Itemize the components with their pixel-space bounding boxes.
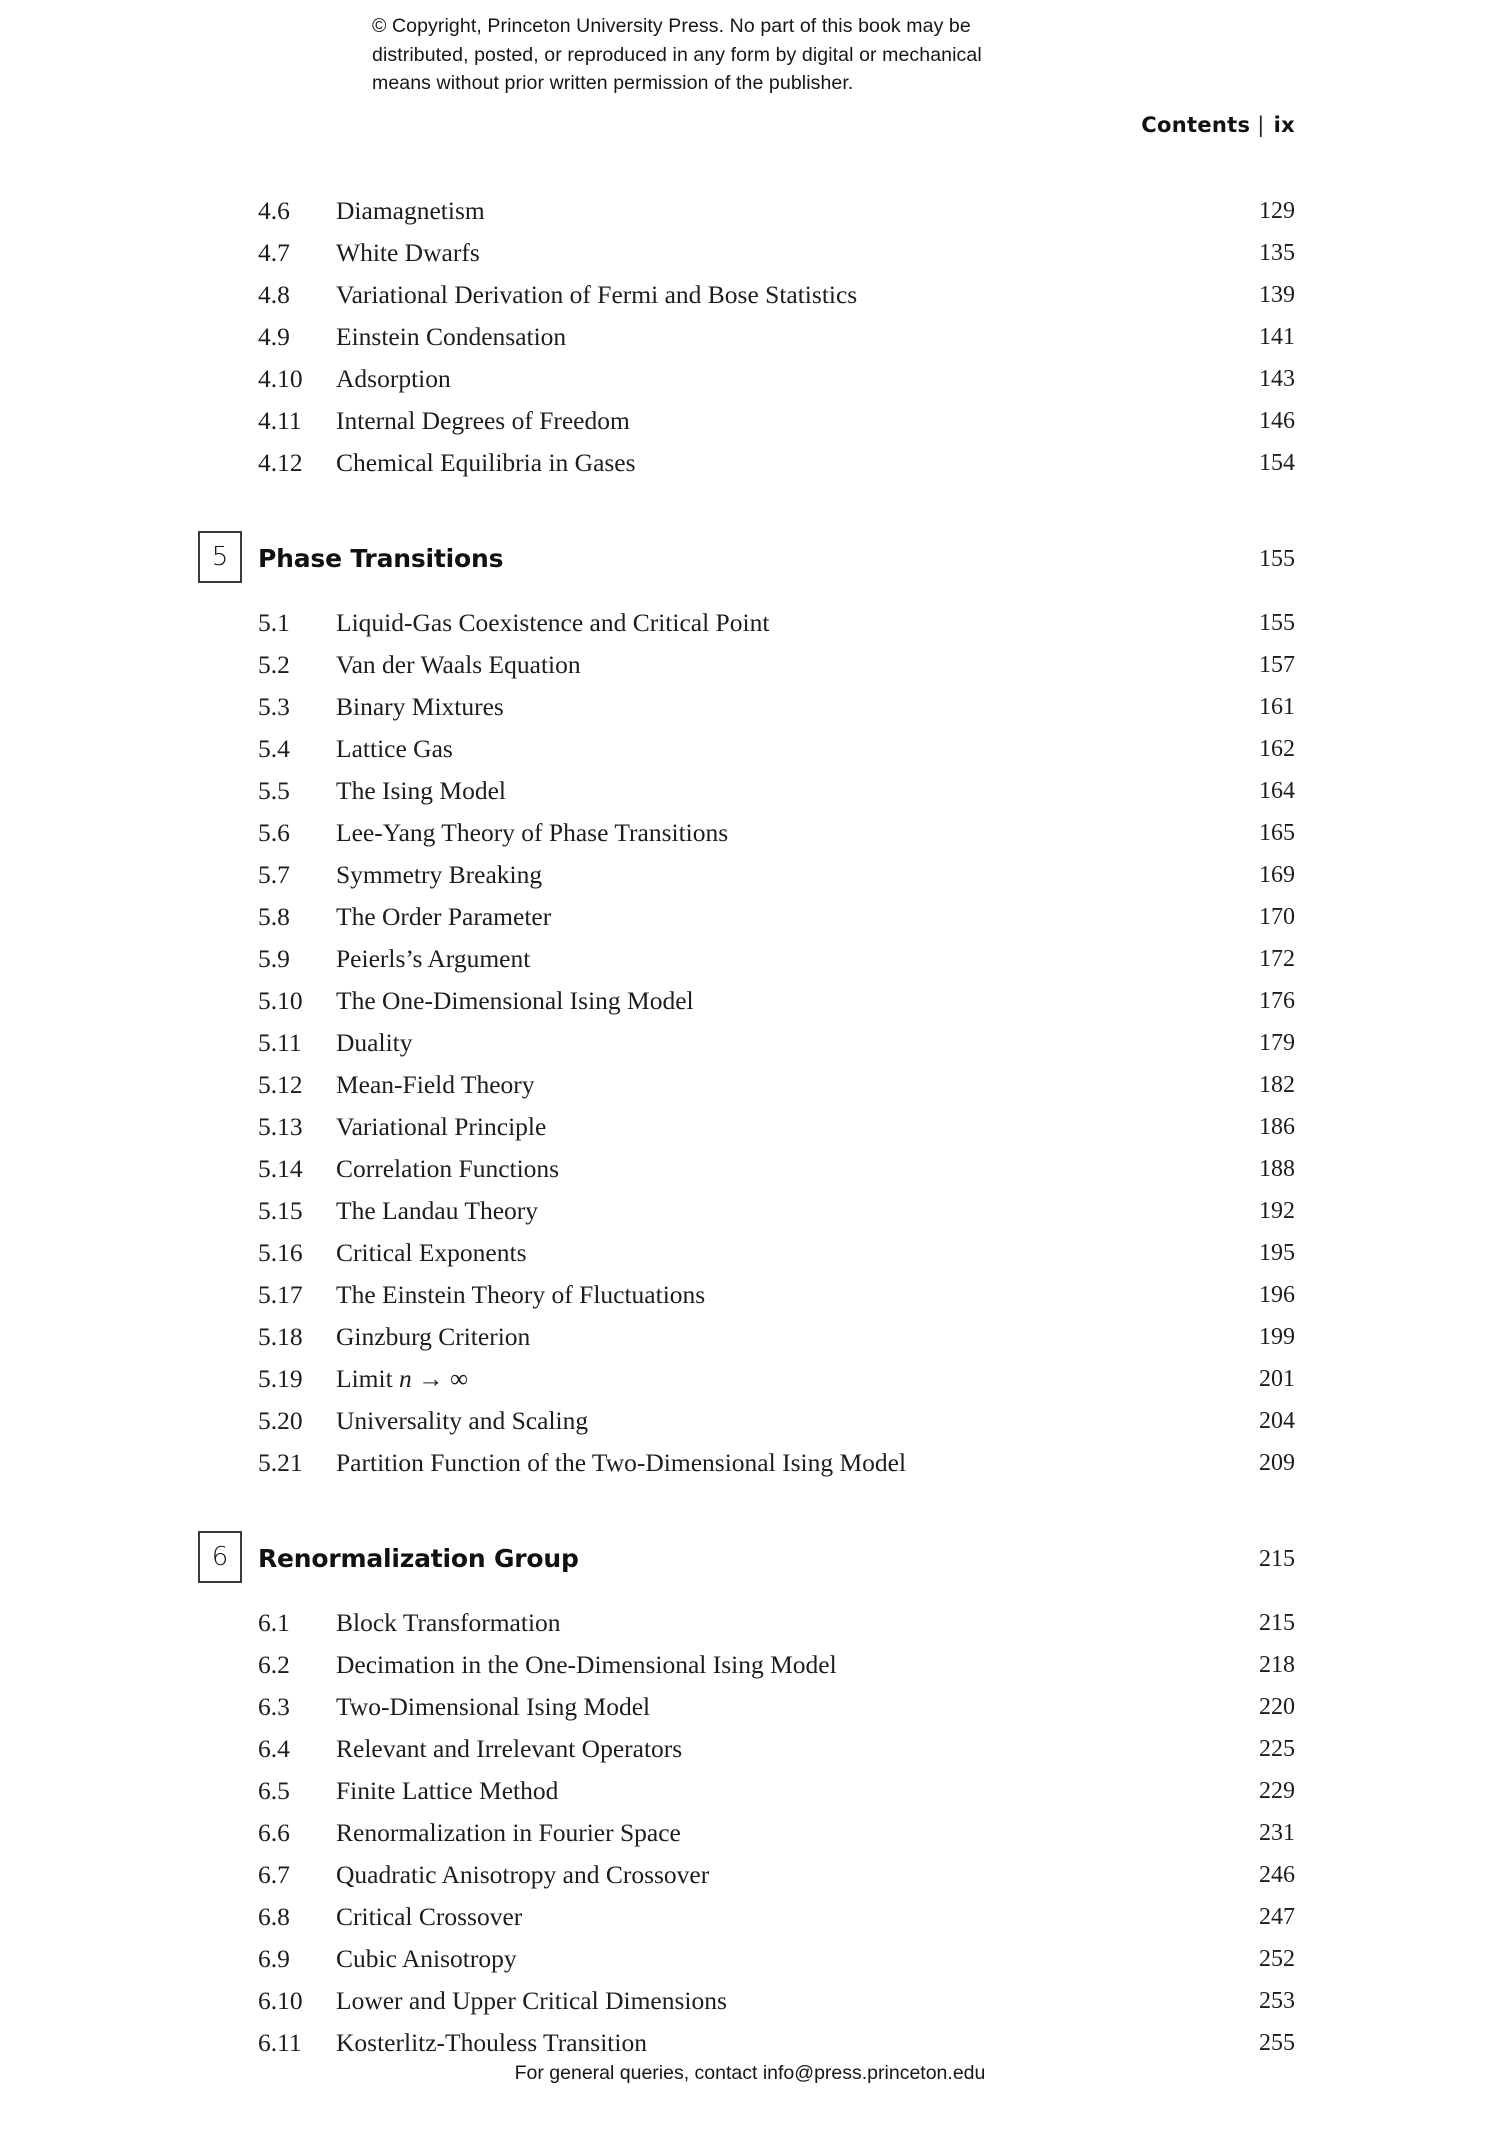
toc-entry-number: 5.2 (258, 650, 290, 679)
chapter-number-box: 5 (198, 531, 242, 583)
toc-entry-row[interactable] (0, 2022, 1500, 2064)
toc-entry-row[interactable] (0, 1316, 1500, 1358)
toc-entry-page-number: 146 (1259, 408, 1295, 434)
toc-entry-page-number: 135 (1259, 240, 1295, 266)
running-head-label: Contents (1141, 113, 1251, 137)
toc-entry-number: 6.11 (258, 2028, 302, 2057)
toc-entry-number: 5.10 (258, 986, 303, 1015)
toc-entry-number: 5.20 (258, 1406, 303, 1435)
toc-entry-title: The One-Dimensional Ising Model (336, 986, 694, 1015)
toc-entry-title: Chemical Equilibria in Gases (336, 448, 636, 477)
chapter-number-box: 6 (198, 1531, 242, 1583)
toc-entry-number: 6.9 (258, 1944, 290, 1973)
toc-entry-page-number: 143 (1259, 366, 1295, 392)
toc-entry-page-number: 188 (1259, 1156, 1295, 1182)
toc-entry-row[interactable] (0, 1232, 1500, 1274)
chapter-page-number: 215 (1259, 1546, 1295, 1572)
running-head-page-number: ix (1273, 113, 1295, 137)
toc-entry-page-number: 164 (1259, 778, 1295, 804)
toc-entry-page-number: 179 (1259, 1030, 1295, 1056)
toc-entry-page-number: 255 (1259, 2030, 1295, 2056)
toc-entry-number: 5.9 (258, 944, 290, 973)
toc-entry-page-number: 199 (1259, 1324, 1295, 1350)
toc-entry-number: 6.1 (258, 1608, 290, 1637)
toc-entry-row[interactable] (0, 1980, 1500, 2022)
toc-entry-number: 5.3 (258, 692, 290, 721)
toc-entry-page-number: 170 (1259, 904, 1295, 930)
toc-entry-number: 6.7 (258, 1860, 290, 1889)
chapter-title: Phase Transitions (258, 544, 504, 573)
toc-entry-row[interactable] (0, 232, 1500, 274)
toc-entry-page-number: 246 (1259, 1862, 1295, 1888)
toc-entry-page-number: 157 (1259, 652, 1295, 678)
toc-entry-row[interactable] (0, 1602, 1500, 1644)
toc-entry-title: Block Transformation (336, 1608, 561, 1637)
toc-entry-number: 5.5 (258, 776, 290, 805)
toc-entry-row[interactable] (0, 854, 1500, 896)
toc-entry-title: Binary Mixtures (336, 692, 504, 721)
toc-entry-number: 4.8 (258, 280, 290, 309)
toc-entry-title: Internal Degrees of Freedom (336, 406, 630, 435)
toc-entry-title: Peierls’s Argument (336, 944, 531, 973)
table-of-contents (0, 190, 1500, 2064)
toc-entry-title: Universality and Scaling (336, 1406, 589, 1435)
toc-entry-row[interactable] (0, 812, 1500, 854)
toc-entry-title: Ginzburg Criterion (336, 1322, 531, 1351)
toc-entry-number: 4.9 (258, 322, 290, 351)
toc-entry-title: Van der Waals Equation (336, 650, 581, 679)
toc-entry-page-number: 247 (1259, 1904, 1295, 1930)
toc-entry-number: 5.7 (258, 860, 290, 889)
toc-entry-title: Correlation Functions (336, 1154, 560, 1183)
toc-entry-number: 4.10 (258, 364, 303, 393)
toc-entry-row[interactable] (0, 770, 1500, 812)
toc-entry-title: Einstein Condensation (336, 322, 567, 351)
toc-entry-title: Two-Dimensional Ising Model (336, 1692, 651, 1721)
toc-entry-title: Variational Principle (336, 1112, 547, 1141)
toc-entry-row[interactable] (0, 1854, 1500, 1896)
toc-entry-title: Partition Function of the Two-Dimensional Ising Model (336, 1448, 907, 1477)
toc-entry-title: Limit n → ∞ (336, 1364, 469, 1393)
toc-entry-title: Renormalization in Fourier Space (336, 1818, 681, 1847)
toc-entry-row[interactable] (0, 1400, 1500, 1442)
toc-entry-title: Lee-Yang Theory of Phase Transitions (336, 818, 729, 847)
toc-entry-title: Mean-Field Theory (336, 1070, 535, 1099)
math-variable: n (399, 1364, 412, 1393)
toc-entry-page-number: 155 (1259, 610, 1295, 636)
chapter-spacer (0, 1484, 1500, 1528)
toc-entry-title: Adsorption (336, 364, 451, 393)
toc-entry-number: 5.17 (258, 1280, 303, 1309)
toc-entry-number: 5.8 (258, 902, 290, 931)
toc-entry-page-number: 209 (1259, 1450, 1295, 1476)
footer-queries: For general queries, contact info@press.princeton.edu (514, 2062, 986, 2084)
toc-entry-row[interactable] (0, 980, 1500, 1022)
toc-entry-number: 5.14 (258, 1154, 303, 1183)
toc-entry-number: 6.10 (258, 1986, 303, 2015)
toc-entry-row[interactable] (0, 1106, 1500, 1148)
toc-entry-number: 6.5 (258, 1776, 290, 1805)
toc-entry-number: 4.11 (258, 406, 302, 435)
toc-entry-number: 5.1 (258, 608, 290, 637)
toc-entry-number: 6.8 (258, 1902, 290, 1931)
toc-entry-row[interactable] (0, 274, 1500, 316)
toc-entry-title: Quadratic Anisotropy and Crossover (336, 1860, 710, 1889)
copyright-line-2: distributed, posted, or reproduced in any form by digital or mechanical (372, 43, 982, 66)
toc-entry-row[interactable] (0, 442, 1500, 484)
toc-entry-page-number: 253 (1259, 1988, 1295, 2014)
chapter-title: Renormalization Group (258, 1544, 579, 1573)
toc-entry-title: Symmetry Breaking (336, 860, 543, 889)
toc-entry-page-number: 229 (1259, 1778, 1295, 1804)
toc-entry-row[interactable] (0, 1148, 1500, 1190)
toc-entry-page-number: 195 (1259, 1240, 1295, 1266)
toc-entry-number: 6.2 (258, 1650, 290, 1679)
toc-entry-row[interactable] (0, 190, 1500, 232)
toc-entry-page-number: 169 (1259, 862, 1295, 888)
toc-entry-page-number: 161 (1259, 694, 1295, 720)
toc-entry-page-number: 231 (1259, 1820, 1295, 1846)
toc-entry-title: The Order Parameter (336, 902, 552, 931)
toc-entry-page-number: 165 (1259, 820, 1295, 846)
toc-entry-row[interactable] (0, 1064, 1500, 1106)
toc-entry-title: Critical Exponents (336, 1238, 527, 1267)
toc-entry-page-number: 192 (1259, 1198, 1295, 1224)
chapter-spacer (0, 484, 1500, 528)
toc-entry-row[interactable] (0, 316, 1500, 358)
toc-entry-page-number: 218 (1259, 1652, 1295, 1678)
toc-entry-number: 6.3 (258, 1692, 290, 1721)
running-head-separator: | (1257, 113, 1265, 137)
chapter-entries-spacer (0, 590, 1500, 602)
toc-entry-title: Duality (336, 1028, 413, 1057)
toc-entry-title: Cubic Anisotropy (336, 1944, 517, 1973)
toc-entry-row[interactable] (0, 602, 1500, 644)
running-head (1141, 113, 1295, 137)
copyright-line-3: means without prior written permission of the publisher. (372, 72, 854, 94)
toc-entry-title: Decimation in the One-Dimensional Ising Model (336, 1650, 837, 1679)
toc-entry-page-number: 215 (1259, 1610, 1295, 1636)
toc-entry-number: 5.19 (258, 1364, 303, 1393)
toc-entry-row[interactable] (0, 1728, 1500, 1770)
toc-entry-row[interactable] (0, 1644, 1500, 1686)
toc-entry-number: 5.11 (258, 1028, 302, 1057)
toc-entry-row[interactable] (0, 400, 1500, 442)
chapter-entries-spacer (0, 1590, 1500, 1602)
toc-entry-number: 6.6 (258, 1818, 290, 1847)
toc-entry-row[interactable] (0, 896, 1500, 938)
toc-entry-row[interactable] (0, 1812, 1500, 1854)
toc-entry-row[interactable] (0, 1190, 1500, 1232)
toc-entry-number: 5.15 (258, 1196, 303, 1225)
toc-entry-page-number: 129 (1259, 198, 1295, 224)
toc-entry-number: 5.13 (258, 1112, 303, 1141)
toc-entry-title: Lower and Upper Critical Dimensions (336, 1986, 727, 2015)
toc-entry-row[interactable] (0, 686, 1500, 728)
copyright-notice (372, 12, 1132, 98)
toc-entry-row[interactable] (0, 1896, 1500, 1938)
toc-entry-page-number: 141 (1259, 324, 1295, 350)
toc-entry-number: 4.12 (258, 448, 303, 477)
toc-entry-title: Finite Lattice Method (336, 1776, 559, 1805)
toc-entry-page-number: 172 (1259, 946, 1295, 972)
toc-entry-title: Liquid-Gas Coexistence and Critical Point (336, 608, 770, 637)
toc-entry-page-number: 182 (1259, 1072, 1295, 1098)
toc-entry-page-number: 139 (1259, 282, 1295, 308)
toc-entry-page-number: 220 (1259, 1694, 1295, 1720)
toc-entry-row[interactable] (0, 938, 1500, 980)
toc-entry-title: Relevant and Irrelevant Operators (336, 1734, 683, 1763)
toc-entry-title: Variational Derivation of Fermi and Bose Statistics (336, 280, 858, 309)
toc-entry-title: Diamagnetism (336, 196, 485, 225)
toc-entry-title: Critical Crossover (336, 1902, 523, 1931)
toc-entry-number: 5.21 (258, 1448, 303, 1477)
toc-entry-title: The Landau Theory (336, 1196, 539, 1225)
toc-entry-page-number: 154 (1259, 450, 1295, 476)
toc-entry-number: 6.4 (258, 1734, 290, 1763)
toc-entry-page-number: 186 (1259, 1114, 1295, 1140)
toc-entry-number: 5.4 (258, 734, 290, 763)
toc-entry-number: 5.16 (258, 1238, 303, 1267)
toc-entry-page-number: 196 (1259, 1282, 1295, 1308)
toc-entry-page-number: 201 (1259, 1366, 1295, 1392)
toc-entry-row[interactable] (0, 1938, 1500, 1980)
toc-entry-row[interactable] (0, 1274, 1500, 1316)
toc-entry-page-number: 162 (1259, 736, 1295, 762)
toc-entry-page-number: 204 (1259, 1408, 1295, 1434)
toc-entry-number: 5.6 (258, 818, 290, 847)
toc-entry-row[interactable] (0, 1686, 1500, 1728)
toc-entry-page-number: 176 (1259, 988, 1295, 1014)
toc-entry-number: 5.18 (258, 1322, 303, 1351)
toc-entry-title: The Ising Model (336, 776, 506, 805)
toc-entry-number: 5.12 (258, 1070, 303, 1099)
toc-entry-row[interactable] (0, 1358, 1500, 1400)
toc-entry-number: 4.6 (258, 196, 290, 225)
toc-entry-number: 4.7 (258, 238, 290, 267)
toc-entry-row[interactable] (0, 1770, 1500, 1812)
toc-entry-title: Kosterlitz-Thouless Transition (336, 2028, 647, 2057)
toc-chapter-row[interactable] (0, 528, 1500, 590)
toc-entry-row[interactable] (0, 1442, 1500, 1484)
toc-entry-row[interactable] (0, 1022, 1500, 1064)
toc-chapter-row[interactable] (0, 1528, 1500, 1590)
toc-entry-page-number: 225 (1259, 1736, 1295, 1762)
toc-entry-row[interactable] (0, 358, 1500, 400)
chapter-page-number: 155 (1259, 546, 1295, 572)
toc-entry-page-number: 252 (1259, 1946, 1295, 1972)
toc-entry-row[interactable] (0, 728, 1500, 770)
toc-entry-title: Lattice Gas (336, 734, 453, 763)
toc-entry-title: White Dwarfs (336, 238, 480, 267)
copyright-line-1: © Copyright, Princeton University Press. No part of this book may be (372, 15, 971, 37)
toc-entry-title: The Einstein Theory of Fluctuations (336, 1280, 706, 1309)
toc-entry-row[interactable] (0, 644, 1500, 686)
